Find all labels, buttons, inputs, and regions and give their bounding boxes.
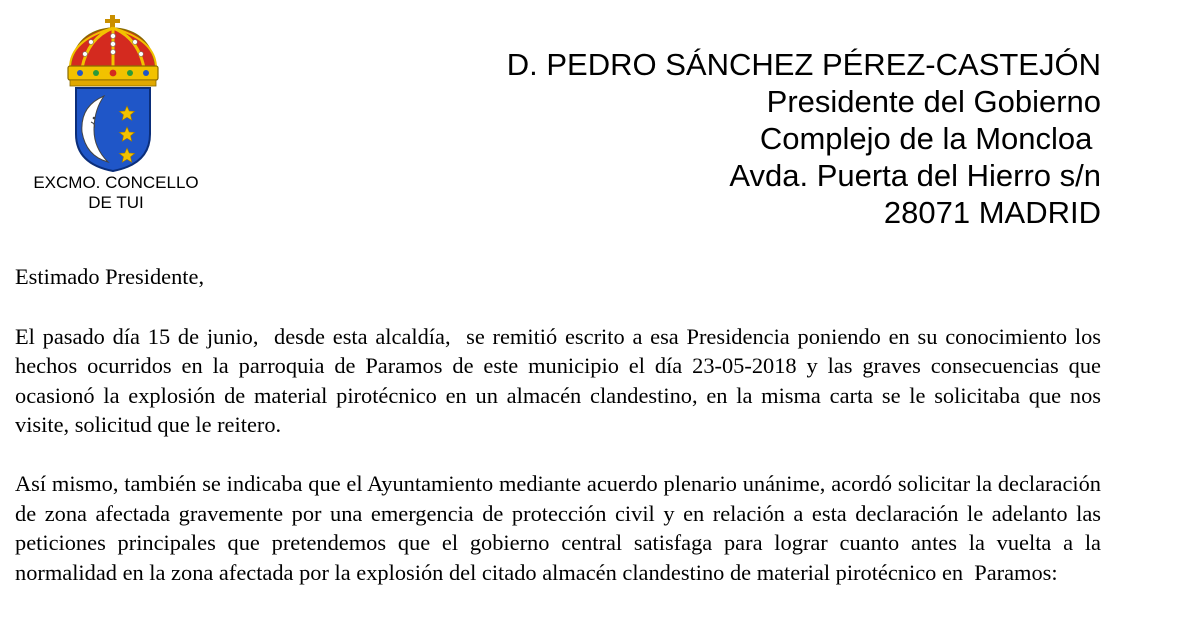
recipient-city: 28071 MADRID <box>883 195 1101 230</box>
sender-line-2: DE TUI <box>88 193 144 212</box>
recipient-title: Presidente del Gobierno <box>766 84 1101 119</box>
letter-greeting: Estimado Presidente, <box>15 264 205 289</box>
coat-of-arms-icon <box>58 14 168 174</box>
letter-paragraph-2: Así mismo, también se indicaba que el Ayuntamiento mediante acuerdo plenario unánime, acordó solicitar la declaración de zona afectada gravemente por una emergencia de protección civil y en relación a esta declaración le adelanto las peticiones principales que pretendemos que el gobierno central satisfaga para lograr cuanto antes la vuelta a la normalidad en la zona afectada por la explosión del citado almacén clandestino de material pirotécnico en Paramos: <box>15 470 1107 585</box>
sender-organization <box>14 173 218 213</box>
recipient-name: D. PEDRO SÁNCHEZ PÉREZ-CASTEJÓN <box>506 47 1101 82</box>
letter-body <box>15 262 1107 587</box>
recipient-street: Avda. Puerta del Hierro s/n <box>729 158 1101 193</box>
sender-line-1: EXCMO. CONCELLO <box>33 173 199 192</box>
recipient-address-block <box>507 46 1101 231</box>
recipient-building: Complejo de la Moncloa <box>759 121 1101 156</box>
letter-paragraph-1: El pasado día 15 de junio, desde esta alcaldía, se remitió escrito a esa Presidencia poniendo en su conocimiento los hechos ocurridos en la parroquia de Paramos de este municipio el día 23-05-2018 y las graves consecuencias que ocasionó la explosión de material pirotécnico en un almacén clandestino, en la misma carta se le solicitaba que nos visite, solicitud que le reitero. <box>15 323 1107 438</box>
coat-of-arms-logo <box>58 14 168 174</box>
